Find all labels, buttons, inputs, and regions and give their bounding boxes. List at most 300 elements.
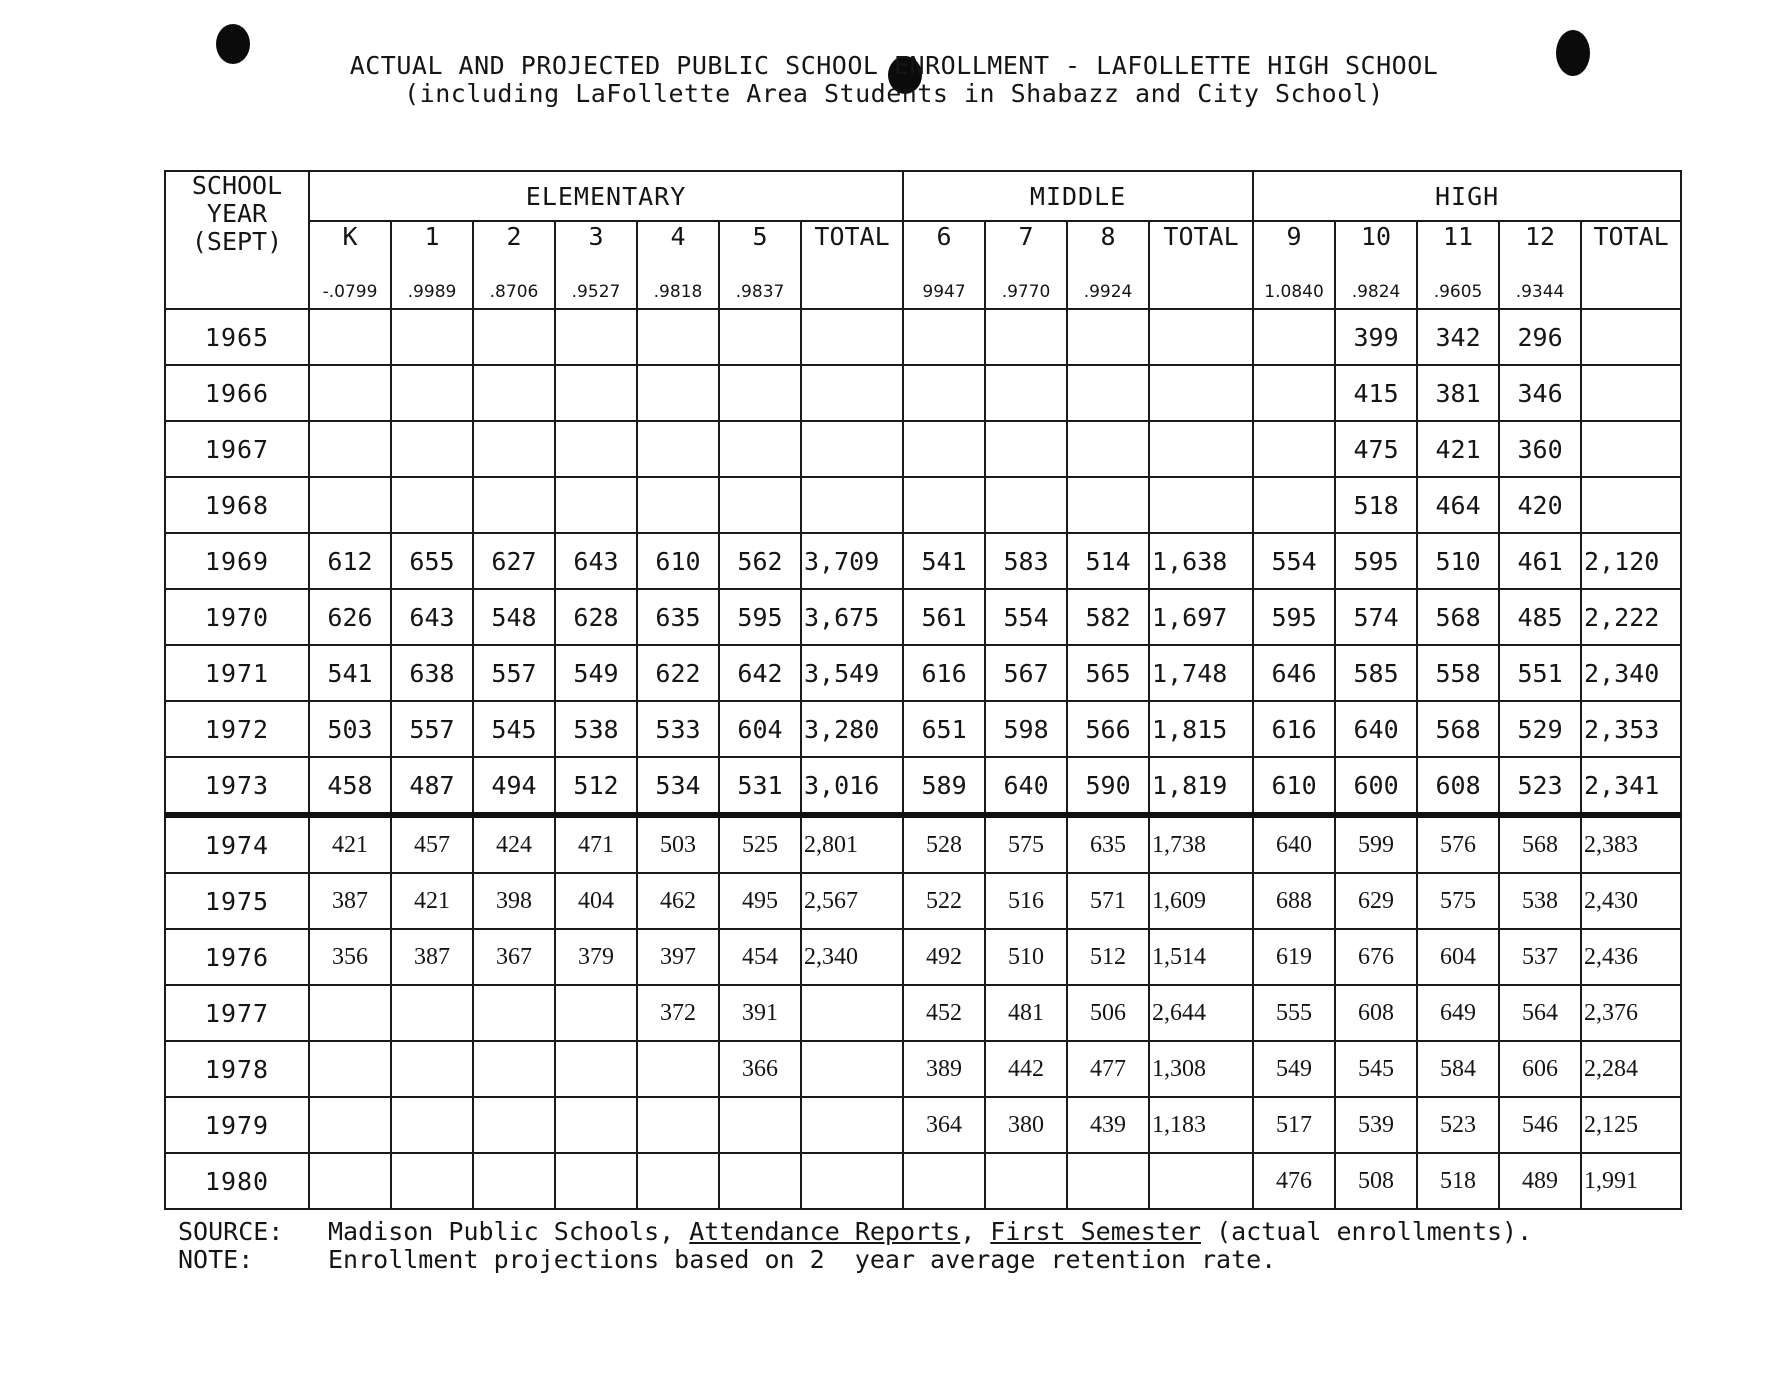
enrollment-cell: 627 <box>473 533 555 589</box>
grade-column-header <box>391 221 473 309</box>
school-year-cell: 1966 <box>165 365 309 421</box>
enrollment-cell: 557 <box>473 645 555 701</box>
enrollment-cell <box>555 309 637 365</box>
enrollment-cell <box>1253 309 1335 365</box>
enrollment-cell: 622 <box>637 645 719 701</box>
enrollment-cell: 608 <box>1335 985 1417 1041</box>
enrollment-cell: 487 <box>391 757 473 815</box>
school-year-cell: 1973 <box>165 757 309 815</box>
enrollment-cell: 476 <box>1253 1153 1335 1209</box>
total-cell: 2,376 <box>1581 985 1681 1041</box>
high-group-header: HIGH <box>1253 171 1681 221</box>
enrollment-cell: 346 <box>1499 365 1581 421</box>
grade-column-header <box>473 221 555 309</box>
enrollment-cell <box>985 421 1067 477</box>
enrollment-cell: 651 <box>903 701 985 757</box>
enrollment-cell: 503 <box>637 815 719 873</box>
table-row <box>165 929 1681 985</box>
total-cell: 1,308 <box>1149 1041 1253 1097</box>
school-year-cell: 1971 <box>165 645 309 701</box>
enrollment-cell <box>1067 365 1149 421</box>
total-cell <box>801 421 903 477</box>
total-cell: 2,436 <box>1581 929 1681 985</box>
enrollment-cell <box>309 1153 391 1209</box>
enrollment-cell: 399 <box>1335 309 1417 365</box>
enrollment-cell: 420 <box>1499 477 1581 533</box>
enrollment-cell: 380 <box>985 1097 1067 1153</box>
enrollment-cell: 643 <box>555 533 637 589</box>
enrollment-cell: 397 <box>637 929 719 985</box>
enrollment-cell <box>391 365 473 421</box>
enrollment-cell: 642 <box>719 645 801 701</box>
enrollment-cell: 525 <box>719 815 801 873</box>
grade-column-header <box>985 221 1067 309</box>
enrollment-cell <box>985 309 1067 365</box>
table-row <box>165 1153 1681 1209</box>
enrollment-cell: 522 <box>903 873 985 929</box>
enrollment-cell <box>985 365 1067 421</box>
enrollment-cell: 595 <box>1335 533 1417 589</box>
grade-column-header <box>801 221 903 309</box>
enrollment-cell: 367 <box>473 929 555 985</box>
enrollment-cell: 566 <box>1067 701 1149 757</box>
enrollment-cell <box>391 1041 473 1097</box>
source-underlined-reports: Attendance Reports <box>689 1217 961 1246</box>
enrollment-cell <box>309 985 391 1041</box>
enrollment-cell: 608 <box>1417 757 1499 815</box>
enrollment-cell <box>309 421 391 477</box>
total-cell <box>801 985 903 1041</box>
total-cell <box>801 365 903 421</box>
table-row <box>165 477 1681 533</box>
enrollment-cell: 529 <box>1499 701 1581 757</box>
enrollment-cell <box>719 1097 801 1153</box>
note-line <box>178 1246 1532 1274</box>
enrollment-cell: 575 <box>985 815 1067 873</box>
enrollment-cell: 612 <box>309 533 391 589</box>
enrollment-cell: 508 <box>1335 1153 1417 1209</box>
document-title <box>0 52 1788 108</box>
grade-column-header <box>1581 221 1681 309</box>
total-cell: 1,748 <box>1149 645 1253 701</box>
note-label: NOTE: <box>178 1245 254 1274</box>
table-row <box>165 645 1681 701</box>
enrollment-cell: 489 <box>1499 1153 1581 1209</box>
enrollment-cell <box>473 365 555 421</box>
enrollment-cell <box>391 421 473 477</box>
enrollment-cell: 589 <box>903 757 985 815</box>
total-cell: 2,120 <box>1581 533 1681 589</box>
enrollment-cell <box>391 985 473 1041</box>
enrollment-cell: 564 <box>1499 985 1581 1041</box>
grade-column-header <box>1335 221 1417 309</box>
total-cell <box>1149 309 1253 365</box>
enrollment-cell: 568 <box>1499 815 1581 873</box>
enrollment-cell: 421 <box>391 873 473 929</box>
enrollment-cell <box>555 1153 637 1209</box>
enrollment-cell: 512 <box>1067 929 1149 985</box>
total-cell: 3,016 <box>801 757 903 815</box>
table-row <box>165 589 1681 645</box>
total-cell: 1,638 <box>1149 533 1253 589</box>
enrollment-cell: 545 <box>1335 1041 1417 1097</box>
enrollment-cell <box>719 365 801 421</box>
enrollment-cell <box>1253 365 1335 421</box>
total-cell: 3,709 <box>801 533 903 589</box>
enrollment-cell: 462 <box>637 873 719 929</box>
total-cell <box>1149 365 1253 421</box>
enrollment-cell: 439 <box>1067 1097 1149 1153</box>
enrollment-cell: 635 <box>1067 815 1149 873</box>
enrollment-cell <box>1067 1153 1149 1209</box>
enrollment-cell: 628 <box>555 589 637 645</box>
enrollment-cell <box>555 985 637 1041</box>
total-cell <box>801 1041 903 1097</box>
total-cell <box>801 1097 903 1153</box>
enrollment-cell <box>391 1153 473 1209</box>
grade-column-header <box>1067 221 1149 309</box>
grade-label: TOTAL <box>1593 222 1669 251</box>
total-cell: 2,567 <box>801 873 903 929</box>
enrollment-cell: 415 <box>1335 365 1417 421</box>
grade-column-header <box>1499 221 1581 309</box>
enrollment-cell: 531 <box>719 757 801 815</box>
enrollment-cell <box>719 309 801 365</box>
enrollment-cell: 567 <box>985 645 1067 701</box>
enrollment-cell: 676 <box>1335 929 1417 985</box>
total-cell: 1,738 <box>1149 815 1253 873</box>
enrollment-cell: 360 <box>1499 421 1581 477</box>
enrollment-cell: 595 <box>1253 589 1335 645</box>
enrollment-cell <box>637 365 719 421</box>
grade-column-header <box>637 221 719 309</box>
enrollment-cell: 557 <box>391 701 473 757</box>
source-underlined-semester: First Semester <box>990 1217 1202 1246</box>
enrollment-cell: 541 <box>309 645 391 701</box>
title-line-1: ACTUAL AND PROJECTED PUBLIC SCHOOL ENROLLMENT - LAFOLLETTE HIGH SCHOOL <box>349 51 1439 80</box>
school-year-cell: 1968 <box>165 477 309 533</box>
enrollment-cell: 381 <box>1417 365 1499 421</box>
enrollment-cell <box>309 309 391 365</box>
retention-rate: .9527 <box>571 282 621 302</box>
enrollment-cell: 610 <box>1253 757 1335 815</box>
table-row <box>165 815 1681 873</box>
table-row <box>165 1097 1681 1153</box>
retention-rate: .9924 <box>1083 282 1133 302</box>
enrollment-cell <box>637 1041 719 1097</box>
grade-label: 7 <box>1018 222 1034 251</box>
school-year-cell: 1974 <box>165 815 309 873</box>
enrollment-cell <box>473 477 555 533</box>
table-row <box>165 985 1681 1041</box>
enrollment-cell: 523 <box>1417 1097 1499 1153</box>
enrollment-cell: 457 <box>391 815 473 873</box>
enrollment-cell: 398 <box>473 873 555 929</box>
enrollment-cell: 356 <box>309 929 391 985</box>
enrollment-cell: 387 <box>309 873 391 929</box>
total-cell <box>1581 421 1681 477</box>
enrollment-cell: 616 <box>903 645 985 701</box>
enrollment-cell: 510 <box>985 929 1067 985</box>
enrollment-cell: 575 <box>1417 873 1499 929</box>
enrollment-cell: 576 <box>1417 815 1499 873</box>
grade-column-header <box>1149 221 1253 309</box>
enrollment-cell: 372 <box>637 985 719 1041</box>
total-cell <box>1149 1153 1253 1209</box>
enrollment-cell: 640 <box>985 757 1067 815</box>
enrollment-cell: 458 <box>309 757 391 815</box>
enrollment-cell: 454 <box>719 929 801 985</box>
enrollment-cell: 475 <box>1335 421 1417 477</box>
enrollment-cell: 421 <box>309 815 391 873</box>
enrollment-cell: 391 <box>719 985 801 1041</box>
enrollment-cell <box>719 421 801 477</box>
enrollment-cell: 517 <box>1253 1097 1335 1153</box>
middle-group-header: MIDDLE <box>903 171 1253 221</box>
enrollment-cell <box>637 309 719 365</box>
table-row <box>165 365 1681 421</box>
retention-rate: .9837 <box>735 282 785 302</box>
retention-rate: .9989 <box>407 282 457 302</box>
enrollment-cell: 514 <box>1067 533 1149 589</box>
enrollment-cell: 546 <box>1499 1097 1581 1153</box>
total-cell: 2,430 <box>1581 873 1681 929</box>
enrollment-cell: 646 <box>1253 645 1335 701</box>
enrollment-cell: 471 <box>555 815 637 873</box>
enrollment-cell: 512 <box>555 757 637 815</box>
enrollment-cell <box>637 421 719 477</box>
total-cell: 2,801 <box>801 815 903 873</box>
enrollment-cell <box>555 1041 637 1097</box>
enrollment-cell <box>637 1097 719 1153</box>
enrollment-cell: 582 <box>1067 589 1149 645</box>
enrollment-cell <box>473 421 555 477</box>
enrollment-cell: 688 <box>1253 873 1335 929</box>
enrollment-cell <box>903 421 985 477</box>
enrollment-cell: 379 <box>555 929 637 985</box>
enrollment-cell: 562 <box>719 533 801 589</box>
enrollment-cell: 538 <box>555 701 637 757</box>
source-suffix: (actual enrollments). <box>1216 1217 1533 1246</box>
enrollment-cell <box>473 1097 555 1153</box>
enrollment-cell: 541 <box>903 533 985 589</box>
enrollment-cell: 551 <box>1499 645 1581 701</box>
total-cell: 2,644 <box>1149 985 1253 1041</box>
grade-column-header <box>719 221 801 309</box>
enrollment-cell: 545 <box>473 701 555 757</box>
grade-label: 10 <box>1360 222 1392 251</box>
retention-rate: .8706 <box>489 282 539 302</box>
school-year-cell: 1976 <box>165 929 309 985</box>
enrollment-cell: 554 <box>1253 533 1335 589</box>
school-year-cell: 1969 <box>165 533 309 589</box>
enrollment-cell: 424 <box>473 815 555 873</box>
enrollment-cell: 548 <box>473 589 555 645</box>
enrollment-cell: 640 <box>1335 701 1417 757</box>
grade-label: 4 <box>670 222 686 251</box>
enrollment-cell: 583 <box>985 533 1067 589</box>
retention-rate: .9818 <box>653 282 703 302</box>
enrollment-cell: 584 <box>1417 1041 1499 1097</box>
enrollment-cell <box>555 365 637 421</box>
enrollment-cell: 485 <box>1499 589 1581 645</box>
grade-label: 8 <box>1100 222 1116 251</box>
enrollment-cell: 481 <box>985 985 1067 1041</box>
enrollment-cell: 404 <box>555 873 637 929</box>
enrollment-cell <box>391 477 473 533</box>
total-cell: 1,819 <box>1149 757 1253 815</box>
total-cell: 2,353 <box>1581 701 1681 757</box>
enrollment-cell <box>473 1153 555 1209</box>
enrollment-cell <box>391 309 473 365</box>
school-year-cell: 1972 <box>165 701 309 757</box>
grade-column-header <box>1417 221 1499 309</box>
enrollment-cell <box>903 309 985 365</box>
enrollment-table <box>164 170 1682 1210</box>
enrollment-cell: 655 <box>391 533 473 589</box>
enrollment-cell: 571 <box>1067 873 1149 929</box>
title-line-2: (including LaFollette Area Students in Shabazz and City School) <box>404 79 1384 108</box>
total-cell: 1,697 <box>1149 589 1253 645</box>
enrollment-cell <box>473 985 555 1041</box>
footer-notes <box>178 1218 1532 1274</box>
enrollment-cell: 389 <box>903 1041 985 1097</box>
enrollment-cell: 595 <box>719 589 801 645</box>
total-cell: 1,609 <box>1149 873 1253 929</box>
total-cell <box>1581 309 1681 365</box>
enrollment-cell: 649 <box>1417 985 1499 1041</box>
total-cell <box>1581 365 1681 421</box>
enrollment-cell: 568 <box>1417 589 1499 645</box>
enrollment-cell: 387 <box>391 929 473 985</box>
table-row <box>165 873 1681 929</box>
total-cell <box>1581 477 1681 533</box>
enrollment-cell: 549 <box>555 645 637 701</box>
retention-rate: -.0799 <box>322 282 378 302</box>
enrollment-cell <box>985 1153 1067 1209</box>
enrollment-cell <box>1067 421 1149 477</box>
enrollment-cell <box>473 309 555 365</box>
enrollment-cell: 296 <box>1499 309 1581 365</box>
enrollment-cell: 464 <box>1417 477 1499 533</box>
enrollment-cell: 555 <box>1253 985 1335 1041</box>
enrollment-cell: 640 <box>1253 815 1335 873</box>
enrollment-cell: 366 <box>719 1041 801 1097</box>
enrollment-cell <box>391 1097 473 1153</box>
enrollment-cell: 565 <box>1067 645 1149 701</box>
total-cell: 2,125 <box>1581 1097 1681 1153</box>
enrollment-cell: 600 <box>1335 757 1417 815</box>
total-cell: 1,183 <box>1149 1097 1253 1153</box>
enrollment-cell: 590 <box>1067 757 1149 815</box>
enrollment-cell: 610 <box>637 533 719 589</box>
grade-label: 2 <box>506 222 522 251</box>
school-year-cell: 1977 <box>165 985 309 1041</box>
enrollment-cell <box>309 365 391 421</box>
table-row <box>165 309 1681 365</box>
grade-label: K <box>342 222 358 251</box>
enrollment-cell: 518 <box>1417 1153 1499 1209</box>
total-cell: 2,340 <box>1581 645 1681 701</box>
enrollment-cell <box>555 1097 637 1153</box>
enrollment-cell <box>309 1097 391 1153</box>
total-cell: 3,549 <box>801 645 903 701</box>
enrollment-cell <box>903 365 985 421</box>
enrollment-cell: 643 <box>391 589 473 645</box>
enrollment-cell: 494 <box>473 757 555 815</box>
enrollment-cell: 495 <box>719 873 801 929</box>
enrollment-cell <box>309 1041 391 1097</box>
enrollment-cell: 606 <box>1499 1041 1581 1097</box>
school-year-header: SCHOOL YEAR (SEPT) <box>165 171 309 309</box>
enrollment-cell: 503 <box>309 701 391 757</box>
enrollment-cell: 629 <box>1335 873 1417 929</box>
grade-label: 11 <box>1442 222 1474 251</box>
grade-column-header <box>309 221 391 309</box>
school-year-cell: 1965 <box>165 309 309 365</box>
enrollment-cell: 638 <box>391 645 473 701</box>
total-cell <box>1149 421 1253 477</box>
enrollment-cell: 554 <box>985 589 1067 645</box>
school-year-cell: 1970 <box>165 589 309 645</box>
total-cell <box>801 1153 903 1209</box>
enrollment-cell: 558 <box>1417 645 1499 701</box>
school-year-cell: 1975 <box>165 873 309 929</box>
total-cell: 2,222 <box>1581 589 1681 645</box>
elementary-group-header: ELEMENTARY <box>309 171 903 221</box>
retention-rate: .9344 <box>1515 282 1565 302</box>
total-cell <box>801 309 903 365</box>
enrollment-cell: 452 <box>903 985 985 1041</box>
grade-label: 1 <box>424 222 440 251</box>
enrollment-cell <box>1067 477 1149 533</box>
enrollment-cell: 604 <box>719 701 801 757</box>
grade-label: 9 <box>1286 222 1302 251</box>
enrollment-cell: 523 <box>1499 757 1581 815</box>
enrollment-cell <box>473 1041 555 1097</box>
enrollment-cell: 616 <box>1253 701 1335 757</box>
enrollment-cell: 516 <box>985 873 1067 929</box>
source-text: Madison Public Schools, <box>328 1217 675 1246</box>
total-cell <box>1149 477 1253 533</box>
enrollment-cell: 574 <box>1335 589 1417 645</box>
enrollment-cell: 626 <box>309 589 391 645</box>
retention-rate: .9605 <box>1433 282 1483 302</box>
enrollment-cell <box>555 477 637 533</box>
enrollment-cell: 539 <box>1335 1097 1417 1153</box>
enrollment-cell <box>1253 421 1335 477</box>
enrollment-cell: 506 <box>1067 985 1149 1041</box>
enrollment-cell <box>985 477 1067 533</box>
total-cell: 3,280 <box>801 701 903 757</box>
enrollment-cell: 568 <box>1417 701 1499 757</box>
enrollment-cell: 619 <box>1253 929 1335 985</box>
grade-label: TOTAL <box>1163 222 1239 251</box>
enrollment-cell <box>1253 477 1335 533</box>
retention-rate: .9824 <box>1351 282 1401 302</box>
enrollment-cell: 518 <box>1335 477 1417 533</box>
enrollment-cell <box>1067 309 1149 365</box>
table-row <box>165 701 1681 757</box>
total-cell: 1,514 <box>1149 929 1253 985</box>
enrollment-cell <box>309 477 391 533</box>
enrollment-cell <box>719 477 801 533</box>
enrollment-cell: 533 <box>637 701 719 757</box>
total-cell: 3,675 <box>801 589 903 645</box>
enrollment-cell: 421 <box>1417 421 1499 477</box>
enrollment-cell: 534 <box>637 757 719 815</box>
enrollment-cell: 561 <box>903 589 985 645</box>
